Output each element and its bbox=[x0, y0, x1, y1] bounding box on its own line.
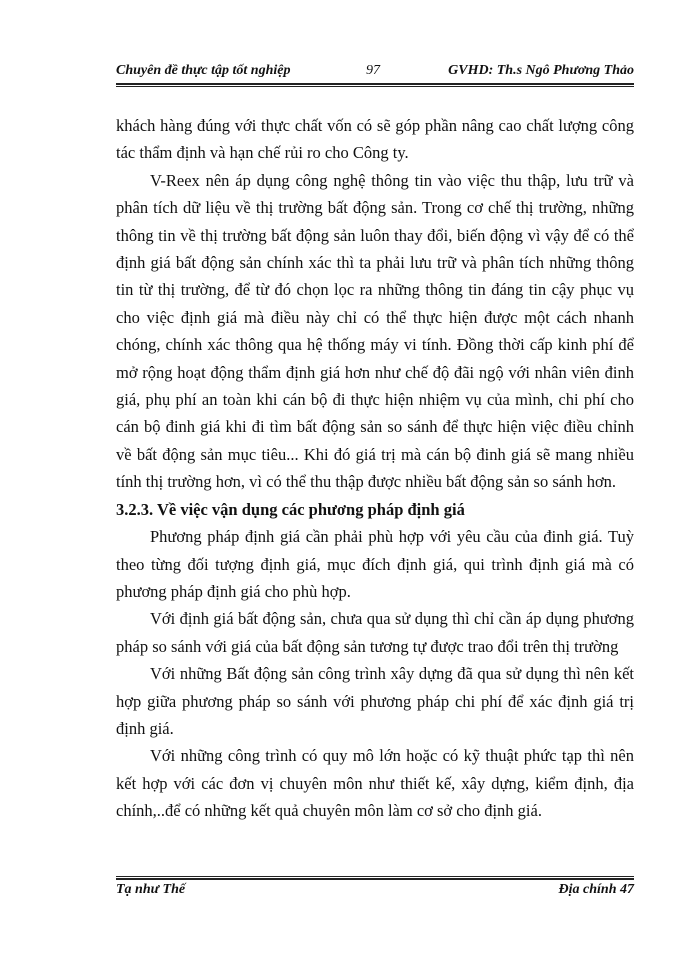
header-page-number: 97 bbox=[366, 63, 380, 78]
header-supervisor: GVHD: Th.s Ngô Phương Thảo bbox=[448, 63, 634, 78]
footer-author: Tạ như Thế bbox=[116, 882, 186, 897]
paragraph-1: khách hàng đúng với thực chất vốn có sẽ góp phần nâng cao chất lượng công tác thẩm định và hạn chế rủi ro cho Công ty. bbox=[116, 116, 634, 163]
paragraph-6: Với những công trình có quy mô lớn hoặc có kỹ thuật phức tạp thì nên kết hợp với các đơn vị chuyên môn như thiết kế, xây dựng, kiểm định, địa chính,..để có những kết quả chuyên môn làm cơ sở cho định giá. bbox=[116, 746, 634, 821]
paragraph-5: Với những Bất động sản công trình xây dựng đã qua sử dụng thì nên kết hợp giữa phương pháp so sánh với phương pháp chi phí để xác định giá trị định giá. bbox=[116, 664, 634, 738]
paragraph-2: V-Reex nên áp dụng công nghệ thông tin vào việc thu thập, lưu trữ và phân tích dữ liệu về thị trường bất động sản. Trong cơ chế thị trường, những thông tin về thị trường bất động sản luôn thay đổi, biến động vì vậy để có thể định giá bất động sản chính xác thì ta phải lưu trữ và phân tích những thông tin từ thị trường, để từ đó chọn lọc ra những thông tin đáng tin cậy phục vụ cho việc định giá mà điều này chỉ có thể thực hiện được một cách nhanh chóng, chính xác thông qua hệ thống máy vi tính. Đồng thời cấp kinh phí để mở rộng hoạt động thẩm định giá hơn như chế độ đãi ngộ với nhân viên đinh giá, phụ phí an toàn khi cán bộ đi thực hiện nhiệm vụ của mình, chi phí cho cán bộ đinh giá khi đi tìm bất động sản so sánh để thực hiện việc điều chỉnh về bất động sản mục tiêu... Khi đó giá trị mà cán bộ đinh giá sẽ mang nhiều tính thị trường hơn, vì có thể thu thập được nhiều bất động sản so sánh hơn. bbox=[116, 170, 634, 492]
header-document-title: Chuyên đề thực tập tốt nghiệp bbox=[116, 63, 291, 78]
footer-divider bbox=[116, 876, 634, 880]
page-header bbox=[116, 61, 634, 81]
footer-class: Địa chính 47 bbox=[558, 882, 634, 897]
paragraph-3: Phương pháp định giá cần phải phù hợp với yêu cầu của đinh giá. Tuỳ theo từng đối tượng định giá, mục đích định giá, qui trình định giá mà có phương pháp định giá cho phù hợp. bbox=[116, 527, 634, 601]
paragraph-4: Với định giá bất động sản, chưa qua sử dụng thì chỉ cần áp dụng phương pháp so sánh với giá của bất động sản tương tự được trao đổi trên thị trường bbox=[116, 609, 634, 656]
page-body bbox=[116, 112, 634, 825]
header-divider bbox=[116, 83, 634, 87]
page-footer bbox=[116, 882, 634, 902]
section-heading: 3.2.3. Về việc vận dụng các phương pháp định giá bbox=[116, 499, 465, 519]
